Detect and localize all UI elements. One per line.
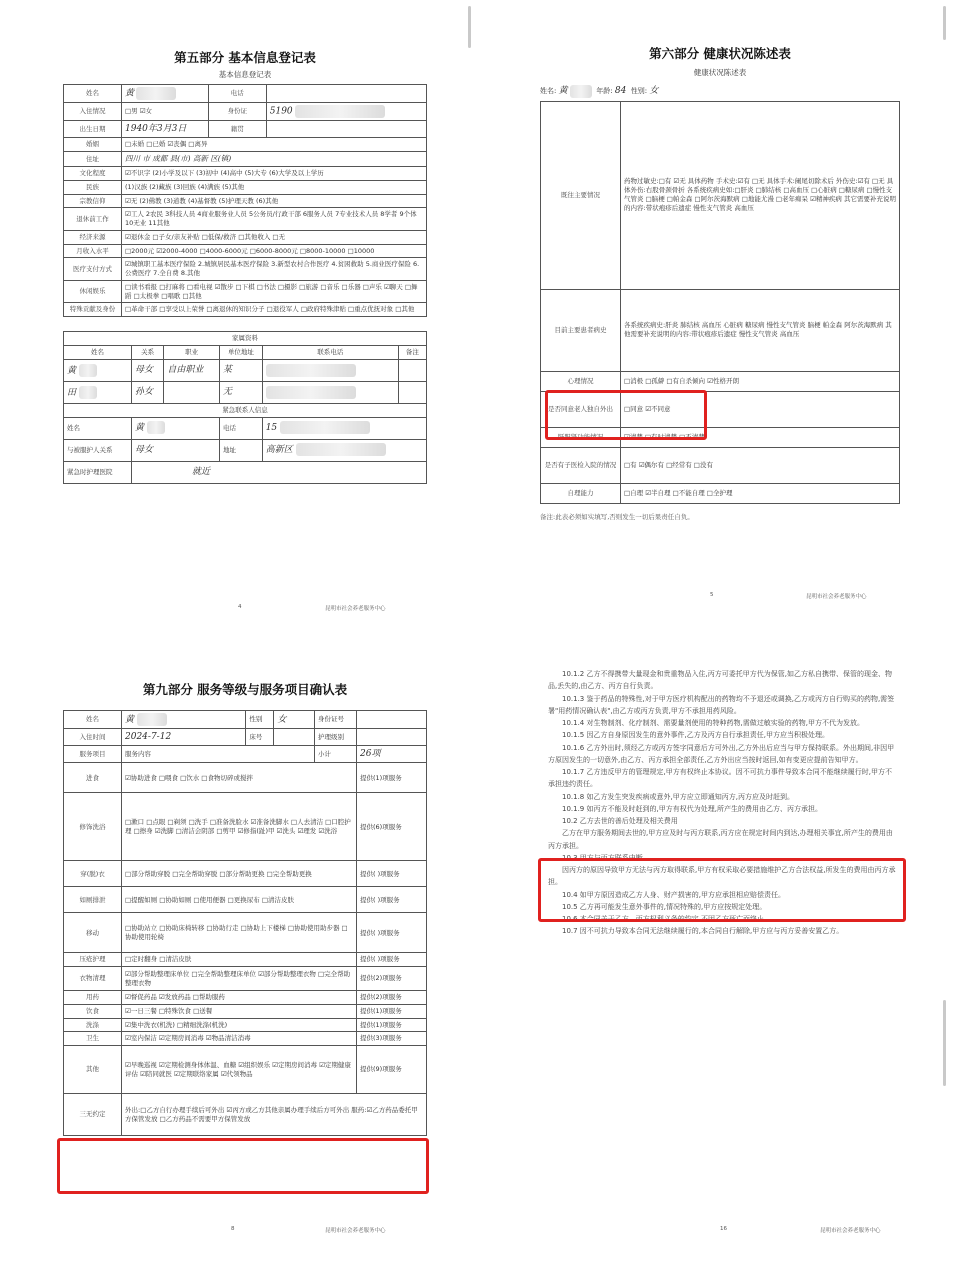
page-title: 第五部分 基本信息登记表 [174,50,316,65]
page-footer-org: 昆明市社会养老服务中心 [325,1228,386,1234]
patient-header: 姓名: 黄 年龄: 84 性别: 女 [540,86,659,96]
paragraph: 10.1.7 乙方违反甲方的管理规定,甲方有权终止本协议。因不可抗力事件导致本合同不能继续履行时,甲方不承担违约责任。 [548,768,892,789]
table-row: 自理能力 □自理 ☑半自理 □不能自理 □全护理 [541,483,900,503]
paragraph: 10.1.6 乙方外出时,须经乙方或丙方签字同意后方可外出,乙方外出后应当与甲方保持联系。外出期间,非因甲方原因发生的一切意外,由乙方、丙方承担全部责任,乙方外出应当按时返回,如有变更应提前告知甲方。 [548,743,895,764]
page-title: 第六部分 健康状况陈述表 [649,46,791,61]
table-row: 姓名 黄 性别 女 身份证号 [64,711,427,729]
scrollbar-fragment [468,6,471,48]
table-row: 宗教信仰 ☑无 (2)佛教 (3)道教 (4)基督教 (5)护理天教 (6)其他 [64,194,427,208]
paragraph: 10.1.8 如乙方发生突发疾病或意外,甲方应立即通知丙方,丙方应及时赶到。 [562,792,794,801]
redacted-block [266,386,356,399]
table-row: 与被服护人关系 母女 地址 高新区 [64,439,427,461]
table-row: 进食 ☑协助进食 □喂食 □饮水 □食物切碎或搅拌 提供(1)项服务 [64,763,427,793]
redacted-block [79,364,97,377]
table-row: 住址 四川 市 成都 县(市) 高新 区(镇) [64,151,427,166]
table-row: 姓名 关系 职业 单位地址 联系电话 备注 [64,345,427,359]
table-row: 文化程度 ☑不识字 (2)小学及以下 (3)初中 (4)高中 (5)大专 (6)大学及以上学历 [64,167,427,181]
scrollbar-fragment [943,6,946,40]
page-footer-org: 昆明市社会养老服务中心 [325,606,386,612]
service-table [63,710,427,1136]
table-row: 心理情况 □消极 □孤僻 □有自杀倾向 ☑性格开朗 [541,371,900,391]
paragraph: 10.7 因不可抗力导致本合同无法继续履行的,本合同自行解除,甲方应与丙方妥善安置乙方。 [562,927,844,936]
scrollbar-fragment [943,1000,946,1086]
page-footer-org: 昆明市社会养老服务中心 [820,1228,881,1234]
paragraph: 10.2 乙方去世的善后处理及相关费用 [562,817,678,825]
redacted-block [79,386,97,399]
page-footer-org: 昆明市社会养老服务中心 [806,594,867,600]
basic-info-table [63,84,427,317]
table-row: 穿(脱)衣 □部分帮助穿脱 □完全帮助穿脱 □部分帮助更换 □完全帮助更换 提供( )项服务 [64,861,427,887]
health-table [540,101,900,504]
table-row: 田 孙女 无 [64,381,427,403]
table-row: 卫生 ☑室内保洁 ☑定期房间消毒 ☑物品清洁消毒 提供(3)项服务 [64,1032,427,1046]
page-number: 5 [710,592,714,598]
table-row: 压疮护理 □定时翻身 □清洁皮肤 提供( )项服务 [64,953,427,967]
table-row: 月收入水平 □2000元 ☑2000-4000 □4000-6000元 □6000-8000元 □8000-10000 □10000 [64,244,427,258]
table-row: 饮食 ☑一日三餐 □特殊饮食 □送餐 提供(1)项服务 [64,1004,427,1018]
table-row: 其他 ☑早晚巡视 ☑定期检测身体体温、血糖 ☑组织娱乐 ☑定期房间消毒 ☑定期健康评估 ☑陪同就医 ☑定期联络家属 ☑代领物品 提供(9)项服务 [64,1046,427,1094]
paragraph: 10.1.2 乙方不得携带大量现金和贵重物品入住,丙方可委托甲方代为保管,如乙方私自携带、保管的现金、物品,丢失的,由乙方、丙方自行负责。 [548,670,892,691]
table-row: 目前主要患者病史 各系统疾病史:肝炎 肺结核 高血压 心脏病 糖尿病 慢性支气管炎 脑梗 帕金森 阿尔茨海默病 其他需要补充说明的内容:带状疱疹后遗症 慢性支气管炎 高血压 [541,289,900,371]
paragraph: 10.1.5 因乙方自身原因发生的意外事件,乙方及丙方自行承担责任,甲方应当积极处理。 [562,731,829,740]
paragraph: 10.1.9 如丙方不能及时赶到的,甲方有权代为处理,所产生的费用由乙方、丙方承担。 [562,804,822,813]
paragraph: 乙方在甲方服务期间去世的,甲方应及时与丙方联系,丙方应在规定时间内到达,办理相关事宜,所产生的费用由丙方承担。 [548,829,893,850]
page-health-status [530,30,910,620]
family-table [63,331,427,483]
table-row: 移动 □协助站立 □协助床椅转移 □协助行走 □协助上下楼梯 □协助使用助步器 □协助使用轮椅 提供( )项服务 [64,913,427,953]
table-row: 紧急时护理医院 就近 [64,461,427,483]
table-row: 姓名 黄 电话 [64,85,427,103]
table-row: 洗涤 ☑集中洗衣(机洗) □精细洗涤(机洗) 提供(1)项服务 [64,1018,427,1032]
table-row: 是否同意老人独自外出 □同意 ☑不同意 [541,391,900,427]
paragraph: 10.3 甲方与丙方联系中断 [562,853,643,862]
page-number: 4 [238,604,242,610]
table-row: 民族 (1)汉族 (2)藏族 (3)回族 (4)满族 (5)其他 [64,180,427,194]
page-contract-clauses [530,660,910,1260]
redacted-block [570,85,592,98]
page-basic-info [55,30,435,620]
table-row: 入住情况 □男 ☑女 身份证 5190 [64,103,427,121]
paragraph: 10.5 乙方再可能发生意外事件的,情况特殊的,甲方应按规定处理。 [562,902,767,911]
contract-text [530,660,910,938]
page-service-confirmation [55,660,435,1260]
table-row: 经济来源 ☑退休金 □子女/亲友补贴 □低保/救济 □其他收入 □无 [64,230,427,244]
table-row: 衣物清理 ☑部分帮助整理床单位 □完全帮助整理床单位 ☑部分帮助整理衣物 □完全帮助整理衣物 提供(2)项服务 [64,967,427,991]
paragraph: 10.1.4 对生物制剂、化疗制剂、需要量剂使用的特种药物,需做过敏实验的药物,甲方不代为发放。 [562,719,864,727]
redacted-block [280,421,370,434]
table-row: 紧急联系人信息 [64,403,427,417]
form-subtitle: 健康状况陈述表 [693,68,747,77]
redacted-block [296,443,386,456]
table-row: 医疗支付方式 ☑城镇职工基本医疗保险 2.城镇居民基本医疗保险 3.新型农村合作医疗 4.贫困救助 5.商业医疗保险 6.公费医疗 7.全自费 8.其他 [64,258,427,281]
highlight-outing-agreement [57,1138,429,1194]
table-row: 姓名 黄 电话 15 [64,417,427,439]
paragraph: 10.4 如甲方原因造成乙方人身、财产损害的,甲方应承担相应赔偿责任。 [562,890,786,899]
form-subtitle: 基本信息登记表 [218,70,272,79]
table-row: 肝胆肾功能情况 ☑清楚 □有时清楚 □不清楚 [541,427,900,447]
page-title: 第九部分 服务等级与服务项目确认表 [142,682,348,697]
redacted-block [136,87,176,100]
paragraph: 10.1.3 鉴于药品的特殊性,对于甲方医疗机构配出的药物均不予退还或调换,乙方或丙方自行购买的药物,需签署"用药情况确认表",由乙方或丙方负责,甲方不承担用药风险。 [548,694,895,715]
form-note: 备注:此表必须如实填写,否则发生一切后果责任自负。 [540,512,694,521]
page-number: 16 [720,1226,727,1232]
redacted-block [295,105,385,118]
table-row: 如厕排泄 □提醒如厕 □协助如厕 □使用便器 □更换尿布 □清洁皮肤 提供( )项服务 [64,887,427,913]
table-row: 出生日期 1940年3月3日 籍贯 [64,121,427,138]
table-row: 家属资料 [64,332,427,346]
redacted-block [266,364,356,377]
table-row: 是否有子医检入院的情况 □有 ☑偶尔有 □经常有 □没有 [541,447,900,483]
table-row: 黄 母女 自由职业 某 [64,359,427,381]
table-row: 服务项目 服务内容 小计 26项 [64,746,427,763]
table-row: 入住时间 2024-7-12 床号 护理级别 [64,729,427,746]
table-row: 既往主要情况 药物过敏史:□有 ☑无 具体药物 手术史:☑有 □无 具体手术:阑尾切除术后 外伤史:☑有 □无 具体外伤:右股骨颈骨折 各系统疾病史如:□肝炎 □肺结核 □高血压 □心脏病 □糖尿病 □慢性支气管炎 □脑梗 □帕金森 □阿尔茨海默病 □地能尤漫 □老年痴呆 ☑精神疾病 其它需要补充说明的内容:带状疱疹后遗症 慢性支气管炎 高血压 [541,101,900,289]
paragraph: 10.6 本合同关于乙方、丙方权利义务的约定,不因乙方死亡而终止。 [562,915,772,923]
redacted-block [147,421,165,434]
table-row: 用药 ☑督促药品 ☑发放药品 □帮助服药 提供(2)项服务 [64,991,427,1005]
table-row: 退休前工作 ☑工人 2农民 3科技人员 4商业服务业人员 5公务员/行政干部 6服务人员 7专业技术人员 8学者 9个体 10无业 11其他 [64,208,427,231]
table-row: 休闲娱乐 □读书看报 □打麻将 □看电视 ☑散步 □下棋 □书法 □摄影 □旅游 □音乐 □乐器 □声乐 ☑聊天 □舞蹈 □太极拳 □唱歌 □其他 [64,280,427,303]
table-row: 特殊贡献及身份 □革命干部 □享受以上荣誉 □离退休的知识分子 □退役军人 □政府特殊津贴 □重点优抚对象 □其他 [64,303,427,317]
table-row: 三无约定 外出:□乙方自行办理手续后可外出 ☑丙方或乙方其他亲属办理手续后方可外出 服药:☑乙方药品委托甲方保管发放 □乙方药品不需要甲方保管发放 [64,1094,427,1136]
paragraph: 因丙方的原因导致甲方无法与丙方取得联系,甲方有权采取必要措施维护乙方合法权益,所发生的费用由丙方承担。 [548,866,896,887]
table-row: 婚姻 □未婚 □已婚 ☑丧偶 □离异 [64,138,427,152]
redacted-block [137,713,167,726]
table-row: 修饰洗浴 □漱口 □点眼 □剃须 □洗手 □准备洗脸水 ☑准备洗脚水 □人去清洁 □口腔护理 □擦身 ☑洗脚 □清洁会阴部 □剪甲 ☑修指(趾)甲 ☑洗头 ☑理发 ☑洗浴 提供(6)项服务 [64,793,427,861]
page-number: 8 [231,1226,235,1232]
